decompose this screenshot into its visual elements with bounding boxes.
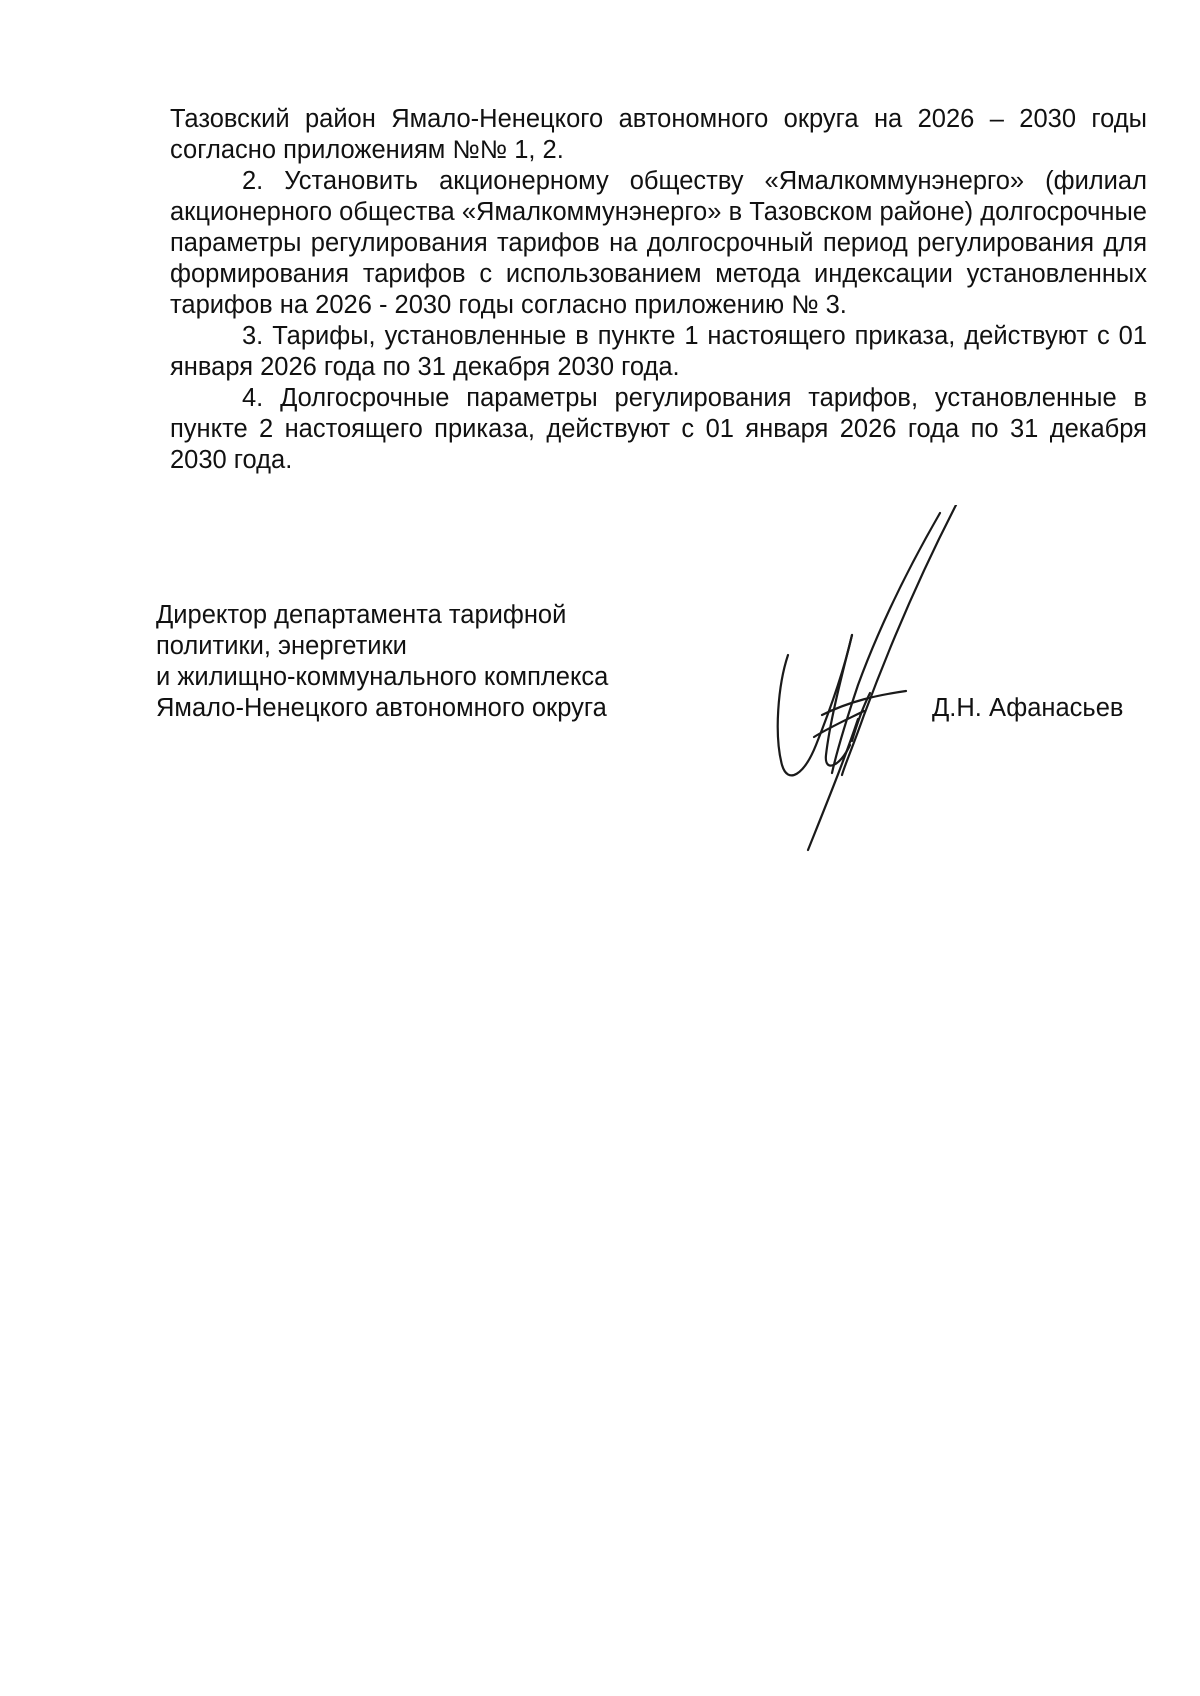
signatory-position-line-4: Ямало-Ненецкого автономного округа	[156, 694, 607, 722]
signatory-position	[156, 600, 716, 724]
signatory-position-line-2: политики, энергетики	[156, 632, 407, 660]
signatory-position-line-3: и жилищно-коммунального комплекса	[156, 663, 609, 691]
handwritten-signature	[760, 505, 1000, 865]
signatory-position-line-1: Директор департамента тарифной	[156, 601, 567, 629]
paragraph-item-4: 4. Долгосрочные параметры регулирования тарифов, установленные в пункте 2 настоящего приказа, действуют с 01 января 2026 года по 31 декабря 2030 года.	[170, 384, 1147, 474]
paragraph-item-3: 3. Тарифы, установленные в пункте 1 настоящего приказа, действуют с 01 января 2026 года по 31 декабря 2030 года.	[170, 322, 1147, 381]
document-body	[170, 104, 1147, 476]
paragraph-continuation: Тазовский район Ямало-Ненецкого автономного округа на 2026 – 2030 годы согласно приложениям №№ 1, 2.	[170, 105, 1147, 164]
paragraph-item-2: 2. Установить акционерному обществу «Ямалкоммунэнерго» (филиал акционерного общества «Ямалкоммунэнерго» в Тазовском районе) долгосрочные параметры регулирования тарифов на долгосрочный период регулирования для формирования тарифов с использованием метода индексации установленных тарифов на 2026 - 2030 годы согласно приложению № 3.	[170, 167, 1147, 319]
signatory-name: Д.Н. Афанасьев	[932, 694, 1124, 722]
